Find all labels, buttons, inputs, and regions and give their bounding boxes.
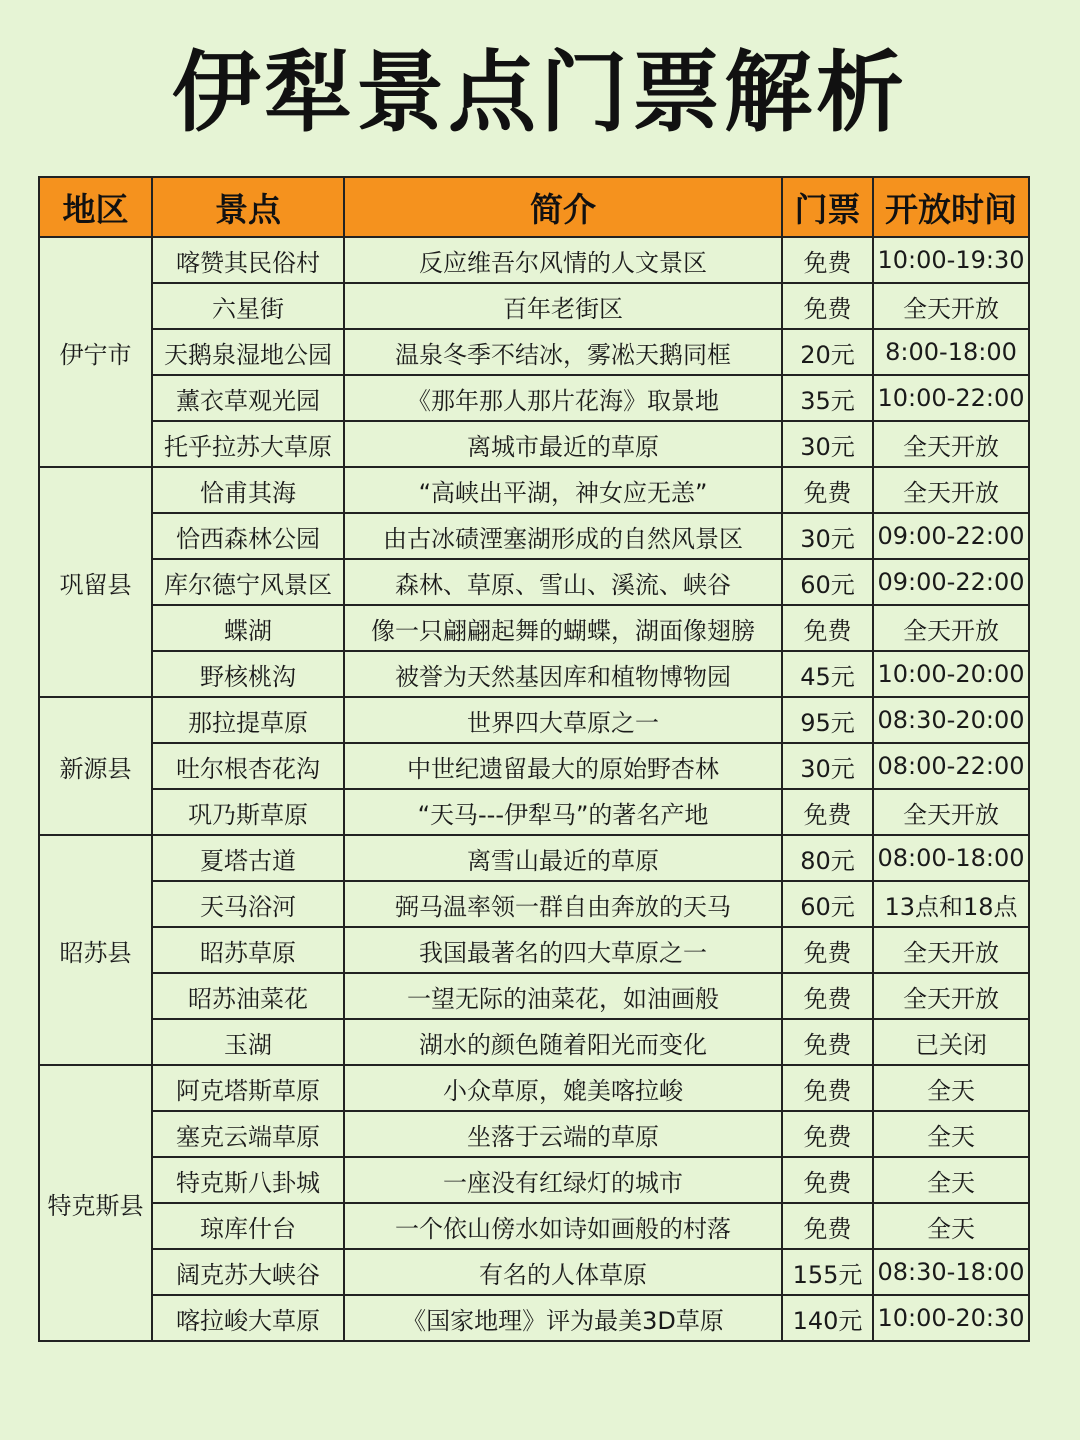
- description-cell: 一望无际的油菜花，如油画般: [344, 973, 782, 1019]
- attraction-cell: 昭苏油菜花: [152, 973, 344, 1019]
- attraction-cell: 蝶湖: [152, 605, 344, 651]
- table-row: [39, 375, 1029, 421]
- table-row: [39, 835, 1029, 881]
- description-cell: 离城市最近的草原: [344, 421, 782, 467]
- table-row: [39, 283, 1029, 329]
- header-attraction: 景点: [152, 177, 344, 237]
- table-row: [39, 1065, 1029, 1111]
- hours-cell: 全天: [873, 1157, 1029, 1203]
- attraction-cell: 野核桃沟: [152, 651, 344, 697]
- hours-cell: 全天开放: [873, 605, 1029, 651]
- attraction-cell: 特克斯八卦城: [152, 1157, 344, 1203]
- ticket-cell: 30元: [782, 421, 873, 467]
- table-header-row: [39, 177, 1029, 237]
- hours-cell: 10:00-20:30: [873, 1295, 1029, 1341]
- hours-cell: 08:00-22:00: [873, 743, 1029, 789]
- hours-cell: 全天开放: [873, 283, 1029, 329]
- attraction-cell: 巩乃斯草原: [152, 789, 344, 835]
- hours-cell: 10:00-19:30: [873, 237, 1029, 283]
- attraction-cell: 托乎拉苏大草原: [152, 421, 344, 467]
- table-body: [39, 237, 1029, 1341]
- description-cell: 小众草原，媲美喀拉峻: [344, 1065, 782, 1111]
- hours-cell: 全天开放: [873, 927, 1029, 973]
- ticket-cell: 免费: [782, 1203, 873, 1249]
- ticket-cell: 免费: [782, 927, 873, 973]
- ticket-cell: 60元: [782, 881, 873, 927]
- hours-cell: 08:00-18:00: [873, 835, 1029, 881]
- description-cell: “天马---伊犁马”的著名产地: [344, 789, 782, 835]
- ticket-cell: 免费: [782, 1065, 873, 1111]
- ticket-cell: 30元: [782, 743, 873, 789]
- ticket-cell: 免费: [782, 605, 873, 651]
- attraction-cell: 昭苏草原: [152, 927, 344, 973]
- table-row: [39, 1019, 1029, 1065]
- table-row: [39, 973, 1029, 1019]
- table-row: [39, 1295, 1029, 1341]
- region-cell: 新源县: [39, 697, 152, 835]
- attraction-cell: 吐尔根杏花沟: [152, 743, 344, 789]
- description-cell: 湖水的颜色随着阳光而变化: [344, 1019, 782, 1065]
- header-description: 简介: [344, 177, 782, 237]
- ticket-cell: 155元: [782, 1249, 873, 1295]
- table-row: [39, 651, 1029, 697]
- description-cell: “高峡出平湖，神女应无恙”: [344, 467, 782, 513]
- ticket-cell: 60元: [782, 559, 873, 605]
- description-cell: 被誉为天然基因库和植物博物园: [344, 651, 782, 697]
- region-cell: 特克斯县: [39, 1065, 152, 1341]
- ticket-cell: 140元: [782, 1295, 873, 1341]
- description-cell: 百年老街区: [344, 283, 782, 329]
- ticket-cell: 免费: [782, 789, 873, 835]
- attraction-cell: 夏塔古道: [152, 835, 344, 881]
- description-cell: 有名的人体草原: [344, 1249, 782, 1295]
- ticket-cell: 20元: [782, 329, 873, 375]
- attraction-cell: 阔克苏大峡谷: [152, 1249, 344, 1295]
- ticket-cell: 30元: [782, 513, 873, 559]
- attraction-cell: 阿克塔斯草原: [152, 1065, 344, 1111]
- description-cell: 我国最著名的四大草原之一: [344, 927, 782, 973]
- header-region: 地区: [39, 177, 152, 237]
- ticket-cell: 免费: [782, 1019, 873, 1065]
- attraction-cell: 那拉提草原: [152, 697, 344, 743]
- hours-cell: 09:00-22:00: [873, 513, 1029, 559]
- attraction-cell: 天鹅泉湿地公园: [152, 329, 344, 375]
- hours-cell: 全天: [873, 1111, 1029, 1157]
- attraction-cell: 琼库什台: [152, 1203, 344, 1249]
- region-cell: 昭苏县: [39, 835, 152, 1065]
- ticket-cell: 35元: [782, 375, 873, 421]
- ticket-cell: 免费: [782, 1111, 873, 1157]
- ticket-cell: 免费: [782, 973, 873, 1019]
- ticket-cell: 45元: [782, 651, 873, 697]
- hours-cell: 全天开放: [873, 467, 1029, 513]
- hours-cell: 全天开放: [873, 421, 1029, 467]
- table-row: [39, 1111, 1029, 1157]
- description-cell: 中世纪遗留最大的原始野杏林: [344, 743, 782, 789]
- description-cell: 《那年那人那片花海》取景地: [344, 375, 782, 421]
- page-title: 伊犁景点门票解析: [171, 41, 908, 144]
- attraction-cell: 六星街: [152, 283, 344, 329]
- table-row: [39, 1203, 1029, 1249]
- table-row: [39, 237, 1029, 283]
- table-row: [39, 513, 1029, 559]
- hours-cell: 8:00-18:00: [873, 329, 1029, 375]
- table-row: [39, 743, 1029, 789]
- description-cell: 反应维吾尔风情的人文景区: [344, 237, 782, 283]
- table-row: [39, 605, 1029, 651]
- hours-cell: 10:00-22:00: [873, 375, 1029, 421]
- table-row: [39, 1157, 1029, 1203]
- table-row: [39, 881, 1029, 927]
- ticket-cell: 95元: [782, 697, 873, 743]
- hours-cell: 全天: [873, 1203, 1029, 1249]
- table-row: [39, 329, 1029, 375]
- table-row: [39, 559, 1029, 605]
- table-row: [39, 1249, 1029, 1295]
- header-ticket: 门票: [782, 177, 873, 237]
- table-row: [39, 697, 1029, 743]
- attraction-cell: 喀赞其民俗村: [152, 237, 344, 283]
- description-cell: 《国家地理》评为最美3D草原: [344, 1295, 782, 1341]
- region-cell: 巩留县: [39, 467, 152, 697]
- table-row: [39, 467, 1029, 513]
- attraction-cell: 库尔德宁风景区: [152, 559, 344, 605]
- table-row: [39, 927, 1029, 973]
- description-cell: 由古冰碛湮塞湖形成的自然风景区: [344, 513, 782, 559]
- hours-cell: 08:30-18:00: [873, 1249, 1029, 1295]
- description-cell: 离雪山最近的草原: [344, 835, 782, 881]
- attraction-cell: 恰西森林公园: [152, 513, 344, 559]
- description-cell: 一个依山傍水如诗如画般的村落: [344, 1203, 782, 1249]
- hours-cell: 全天开放: [873, 789, 1029, 835]
- ticket-cell: 80元: [782, 835, 873, 881]
- ticket-cell: 免费: [782, 467, 873, 513]
- description-cell: 温泉冬季不结冰，雾凇天鹅同框: [344, 329, 782, 375]
- description-cell: 坐落于云端的草原: [344, 1111, 782, 1157]
- ticket-table: [38, 176, 1030, 1342]
- hours-cell: 08:30-20:00: [873, 697, 1029, 743]
- hours-cell: 全天开放: [873, 973, 1029, 1019]
- description-cell: 世界四大草原之一: [344, 697, 782, 743]
- table-row: [39, 789, 1029, 835]
- hours-cell: 10:00-20:00: [873, 651, 1029, 697]
- hours-cell: 13点和18点: [873, 881, 1029, 927]
- attraction-cell: 薰衣草观光园: [152, 375, 344, 421]
- ticket-cell: 免费: [782, 237, 873, 283]
- attraction-cell: 恰甫其海: [152, 467, 344, 513]
- table-row: [39, 421, 1029, 467]
- header-hours: 开放时间: [873, 177, 1029, 237]
- hours-cell: 已关闭: [873, 1019, 1029, 1065]
- hours-cell: 09:00-22:00: [873, 559, 1029, 605]
- hours-cell: 全天: [873, 1065, 1029, 1111]
- attraction-cell: 塞克云端草原: [152, 1111, 344, 1157]
- attraction-cell: 天马浴河: [152, 881, 344, 927]
- description-cell: 一座没有红绿灯的城市: [344, 1157, 782, 1203]
- description-cell: 森林、草原、雪山、溪流、峡谷: [344, 559, 782, 605]
- description-cell: 像一只翩翩起舞的蝴蝶，湖面像翅膀: [344, 605, 782, 651]
- attraction-cell: 喀拉峻大草原: [152, 1295, 344, 1341]
- ticket-cell: 免费: [782, 1157, 873, 1203]
- attraction-cell: 玉湖: [152, 1019, 344, 1065]
- description-cell: 弼马温率领一群自由奔放的天马: [344, 881, 782, 927]
- ticket-cell: 免费: [782, 283, 873, 329]
- region-cell: 伊宁市: [39, 237, 152, 467]
